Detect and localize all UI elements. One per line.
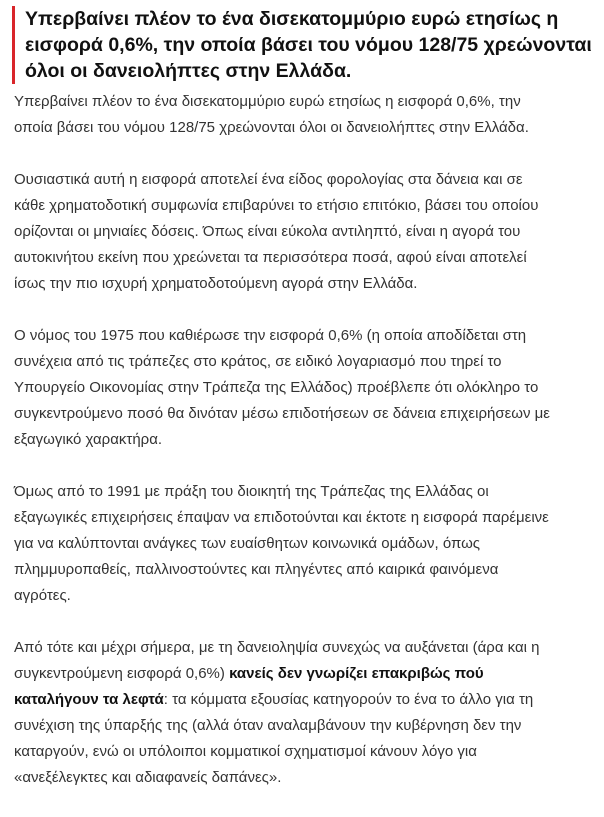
text-run: Υπουργείο Οικονομίας στην Τράπεζα της Ελλάδος) προέβλεπε ότι ολόκληρο το <box>14 379 539 396</box>
paragraph-line <box>14 557 604 583</box>
text-run: κάθε χρηματοδοτική συμφωνία επιβαρύνει το ετήσιο επιτόκιο, βάσει του οποίου <box>14 197 539 214</box>
text-run: αγρότες. <box>14 587 71 604</box>
paragraph-line <box>14 219 604 245</box>
paragraph-line <box>14 687 604 713</box>
text-run: εξαγωγικό χαρακτήρα. <box>14 431 163 448</box>
paragraph-line <box>14 115 604 141</box>
text-run: : τα κόμματα εξουσίας κατηγορούν το ένα το άλλο για τη <box>163 691 534 708</box>
text-run: εξαγωγικές επιχειρήσεις έπαψαν να επιδοτούνται και έκτοτε η εισφορά παρέμεινε <box>14 509 549 526</box>
paragraph-line <box>14 427 604 453</box>
paragraph-line <box>14 479 604 505</box>
paragraph-line <box>14 167 604 193</box>
paragraph-line <box>14 349 604 375</box>
text-run: Υπερβαίνει πλέον το ένα δισεκατομμύριο ευρώ ετησίως η εισφορά 0,6%, την <box>14 93 521 110</box>
text-run: συνέχεια από τις τράπεζες στο κράτος, σε ειδικό λογαριασμό που τηρεί το <box>14 353 502 370</box>
emphasized-text: καταλήγουν τα λεφτά <box>14 691 164 708</box>
paragraph-line <box>14 271 604 297</box>
text-run: Ουσιαστικά αυτή η εισφορά αποτελεί ένα είδος φορολογίας στα δάνεια και σε <box>14 171 523 188</box>
paragraph-line <box>14 375 604 401</box>
article-paragraph <box>14 167 604 297</box>
article-headline <box>25 6 595 84</box>
paragraph-line <box>14 193 604 219</box>
paragraph-line <box>14 635 604 661</box>
text-run: συνέχιση της ύπαρξής της (αλλά όταν αναλαμβάνουν την κυβέρνηση δεν την <box>14 717 522 734</box>
article-paragraph <box>14 479 604 609</box>
text-run: πλημμυροπαθείς, παλλινοστούντες και πληγέντες από καιρικά φαινόμενα <box>14 561 499 578</box>
paragraph-line <box>14 323 604 349</box>
text-run: αυτοκινήτου εκείνη που χρεώνεται τα περισσότερα ποσά, αφού είναι αποτελεί <box>14 249 527 266</box>
text-run: ίσως την πιο ισχυρή χρηματοδοτούμενη αγορά στην Ελλάδα. <box>14 275 418 292</box>
text-run: «ανεξέλεγκτες και αδιαφανείς δαπάνες». <box>14 769 282 786</box>
article-paragraph <box>14 323 604 453</box>
text-run: οποία βάσει του νόμου 128/75 χρεώνονται όλοι οι δανειολήπτες στην Ελλάδα. <box>14 119 529 136</box>
article-body <box>14 89 604 817</box>
text-run: ορίζονται οι μηνιαίες δόσεις. Όπως είναι εύκολα αντιληπτό, είναι η αγορά του <box>14 223 521 240</box>
text-run: για να καλύπτονται ανάγκες των ευαίσθητων κοινωνικά ομάδων, όπως <box>14 535 481 552</box>
paragraph-line <box>14 245 604 271</box>
article-paragraph <box>14 635 604 791</box>
paragraph-line <box>14 713 604 739</box>
paragraph-line <box>14 765 604 791</box>
emphasized-text: κανείς δεν γνωρίζει επακριβώς πού <box>229 665 484 682</box>
paragraph-line <box>14 531 604 557</box>
text-run: Όμως από το 1991 με πράξη του διοικητή της Τράπεζας της Ελλάδας οι <box>14 483 489 500</box>
text-run: συγκεντρούμενο ποσό θα δινόταν μέσω επιδοτήσεων σε δάνεια επιχειρήσεων με <box>14 405 550 422</box>
paragraph-line <box>14 583 604 609</box>
article-headline-block <box>12 6 595 84</box>
text-run: συγκεντρούμενη εισφορά 0,6%) <box>14 665 230 682</box>
paragraph-line <box>14 401 604 427</box>
paragraph-line <box>14 505 604 531</box>
paragraph-line <box>14 661 604 687</box>
paragraph-line <box>14 739 604 765</box>
headline-line: όλοι οι δανειολήπτες στην Ελλάδα. <box>25 60 352 82</box>
text-run: Από τότε και μέχρι σήμερα, με τη δανειοληψία συνεχώς να αυξάνεται (άρα και η <box>14 639 540 656</box>
text-run: Ο νόμος του 1975 που καθιέρωσε την εισφορά 0,6% (η οποία αποδίδεται στη <box>14 327 527 344</box>
paragraph-line <box>14 89 604 115</box>
headline-line: Υπερβαίνει πλέον το ένα δισεκατομμύριο ευρώ ετησίως η <box>25 8 559 30</box>
article-paragraph <box>14 89 604 141</box>
text-run: καταργούν, ενώ οι υπόλοιποι κομματικοί σχηματισμοί κάνουν λόγο για <box>14 743 477 760</box>
headline-line: εισφορά 0,6%, την οποία βάσει του νόμου 128/75 χρεώνονται <box>25 34 592 56</box>
